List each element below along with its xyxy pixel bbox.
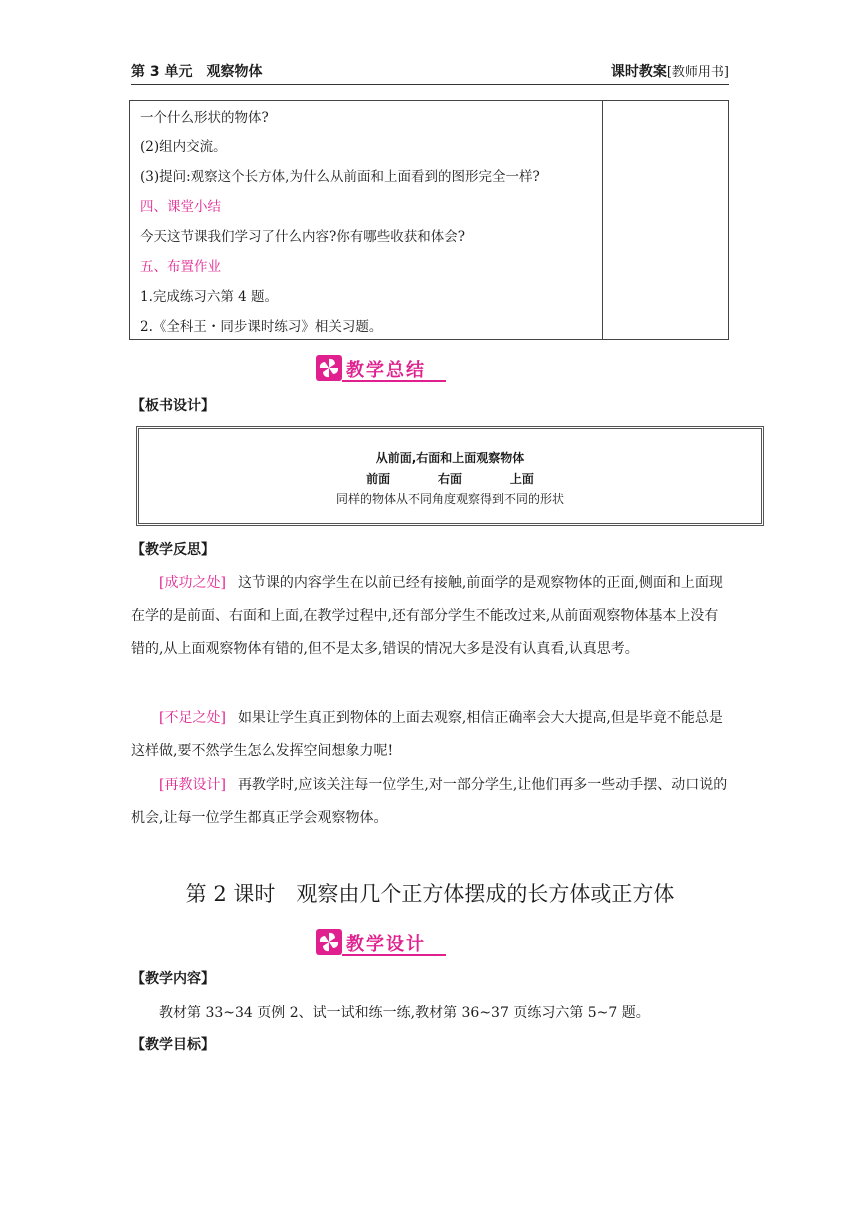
header-rule (131, 84, 729, 85)
table-line: 一个什么形状的物体? (140, 110, 269, 126)
success-text: 这节课的内容学生在以前已经有接触,前面学的是观察物体的正面,侧面和上面现在学的是前面、右面和上面,在教学过程中,还有部分学生不能改过来,从前面观察物体基本上没有错的,从上面观察物体有错的,但不是太多,错误的情况大多是没有认真看,认真思考。 (131, 575, 723, 657)
deficiency-tag: [不足之处] (159, 710, 226, 726)
banner-underline (342, 954, 446, 956)
board-summary: 同样的物体从不同角度观察得到不同的形状 (335, 492, 564, 506)
section-heading: 四、课堂小结 (140, 199, 221, 215)
book-type (611, 61, 729, 81)
banner-label: 教学总结 (346, 360, 426, 381)
reflection-success (131, 567, 731, 666)
section-heading: 五、布置作业 (140, 259, 221, 275)
board-views (139, 470, 761, 487)
book-type-main: 课时教案 (610, 64, 667, 80)
deficiency-text: 如果让学生真正到物体的上面去观察,相信正确率会大大提高,但是毕竟不能总是这样做,要不然学生怎么发挥空间想象力呢! (131, 710, 723, 759)
board-view-right: 右面 (437, 472, 462, 486)
table-line: 1.完成练习六第 4 题。 (140, 289, 279, 305)
book-type-sub: [教师用书] (666, 65, 729, 80)
reflection-redesign (131, 769, 731, 835)
reflection-label: 【教学反思】 (131, 542, 215, 558)
table-line: 2.《全科王・同步课时练习》相关习题。 (140, 319, 383, 335)
board-design-label: 【板书设计】 (131, 398, 215, 414)
reflection-deficiency (131, 702, 731, 768)
goal-label: 【教学目标】 (131, 1037, 215, 1053)
table-line: (2)组内交流。 (140, 139, 227, 155)
table-column-divider (602, 101, 603, 339)
board-view-top: 上面 (509, 472, 534, 486)
banner-teaching-summary (316, 355, 448, 381)
redesign-text: 再教学时,应该关注每一位学生,对一部分学生,让他们再多一些动手摆、动口说的机会,让每一位学生都真正学会观察物体。 (131, 777, 728, 826)
board-view-front: 前面 (366, 472, 391, 486)
board-design-box (136, 426, 764, 526)
banner-teaching-design (316, 929, 448, 955)
content-label: 【教学内容】 (131, 971, 215, 987)
lesson-title: 第 2 课时 观察由几个正方体摆成的长方体或正方体 (185, 882, 675, 906)
table-line: 今天这节课我们学习了什么内容?你有哪些收获和体会? (140, 229, 465, 245)
pinwheel-icon (316, 929, 342, 955)
content-text: 教材第 33~34 页例 2、试一试和练一练,教材第 36~37 页练习六第 5~7 题。 (159, 1005, 650, 1021)
board-title: 从前面,右面和上面观察物体 (375, 451, 525, 465)
page-header (131, 61, 729, 81)
table-line: (3)提问:观察这个长方体,为什么从前面和上面看到的图形完全一样? (140, 169, 540, 185)
redesign-tag: [再教设计] (159, 777, 226, 793)
unit-title: 第 3 单元 观察物体 (131, 64, 263, 80)
pinwheel-icon (316, 355, 342, 381)
lesson-table (129, 100, 729, 340)
banner-underline (342, 380, 446, 382)
success-tag: [成功之处] (159, 575, 226, 591)
banner-label: 教学设计 (346, 934, 426, 955)
